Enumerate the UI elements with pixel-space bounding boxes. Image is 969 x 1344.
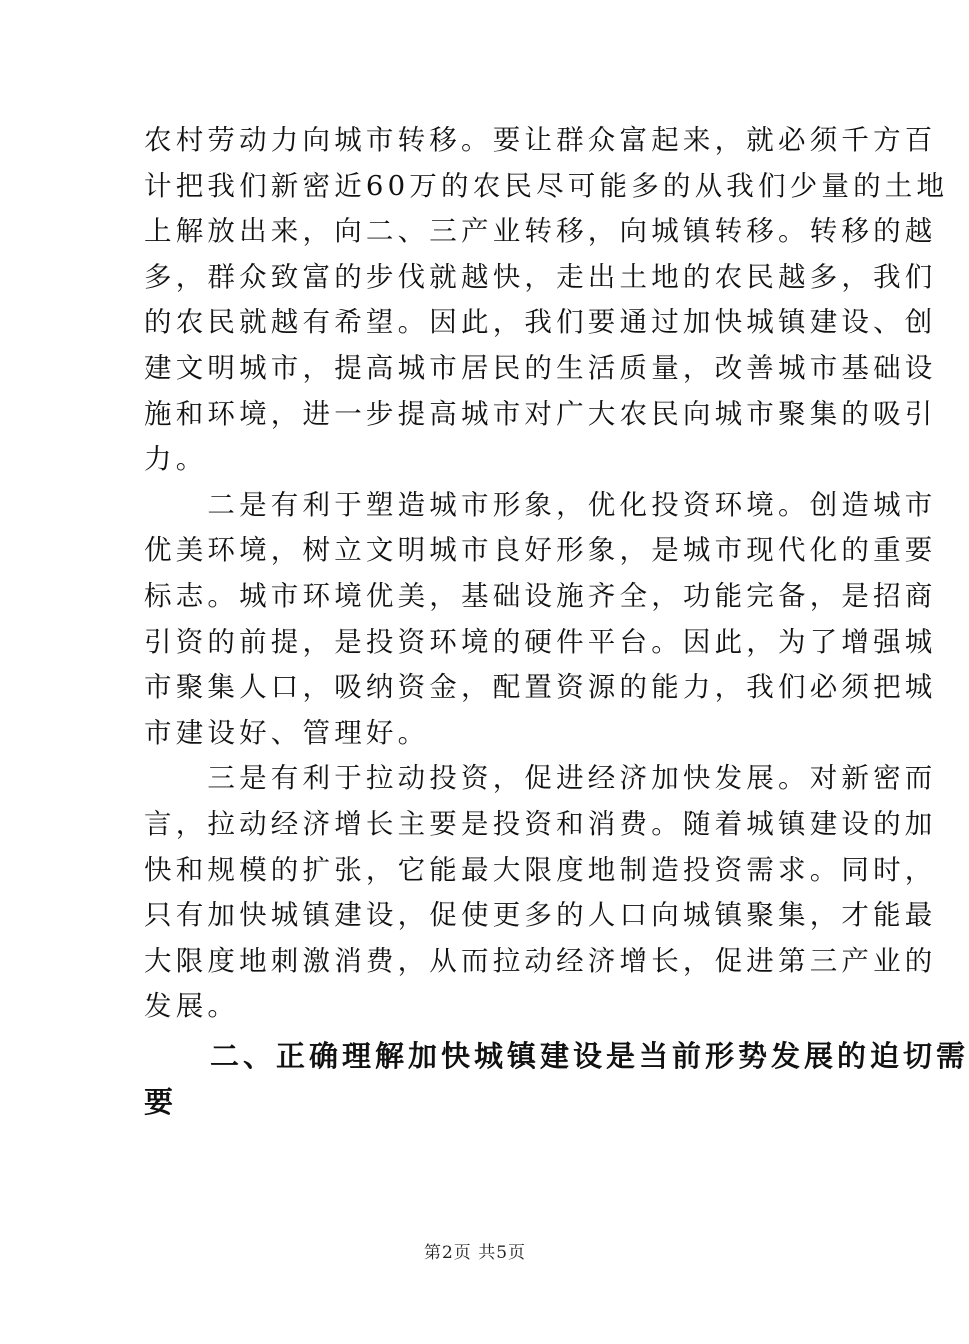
body-line: 力。 [144,443,208,475]
body-line: 建文明城市，提高城市居民的生活质量，改善城市基础设 [144,352,937,384]
body-line: 只有加快城镇建设，促使更多的人口向城镇聚集，才能最 [144,899,937,931]
body-line: 农村劳动力向城市转移。要让群众富起来，就必须千方百 [144,124,937,156]
body-line: 言，拉动经济增长主要是投资和消费。随着城镇建设的加 [144,808,937,840]
body-line: 上解放出来，向二、三产业转移，向城镇转移。转移的越 [144,215,937,247]
body-line: 市聚集人口，吸纳资金，配置资源的能力，我们必须把城 [144,671,937,703]
body-line: 二是有利于塑造城市形象，优化投资环境。创造城市 [144,489,937,521]
body-line: 引资的前提，是投资环境的硬件平台。因此，为了增强城 [144,626,937,658]
body-line: 多，群众致富的步伐就越快，走出土地的农民越多，我们 [144,261,937,293]
section-heading-continuation: 要 [144,1085,178,1119]
body-line: 施和环境，进一步提高城市对广大农民向城市聚集的吸引 [144,398,937,430]
page-number-footer: 第2页 共5页 [423,1243,527,1263]
body-line: 市建设好、管理好。 [144,717,430,749]
body-line: 优美环境，树立文明城市良好形象，是城市现代化的重要 [144,534,937,566]
body-line: 标志。城市环境优美，基础设施齐全，功能完备，是招商 [144,580,937,612]
body-line: 大限度地刺激消费，从而拉动经济增长，促进第三产业的 [144,945,937,977]
body-line: 计把我们新密近60万的农民尽可能多的从我们少量的土地 [144,170,949,202]
body-line: 的农民就越有希望。因此，我们要通过加快城镇建设、创 [144,306,937,338]
section-heading: 二、正确理解加快城镇建设是当前形势发展的迫切需 [144,1039,969,1073]
body-line: 发展。 [144,990,240,1022]
body-line: 三是有利于拉动投资，促进经济加快发展。对新密而 [144,762,937,794]
body-line: 快和规模的扩张，它能最大限度地制造投资需求。同时， [144,854,937,886]
